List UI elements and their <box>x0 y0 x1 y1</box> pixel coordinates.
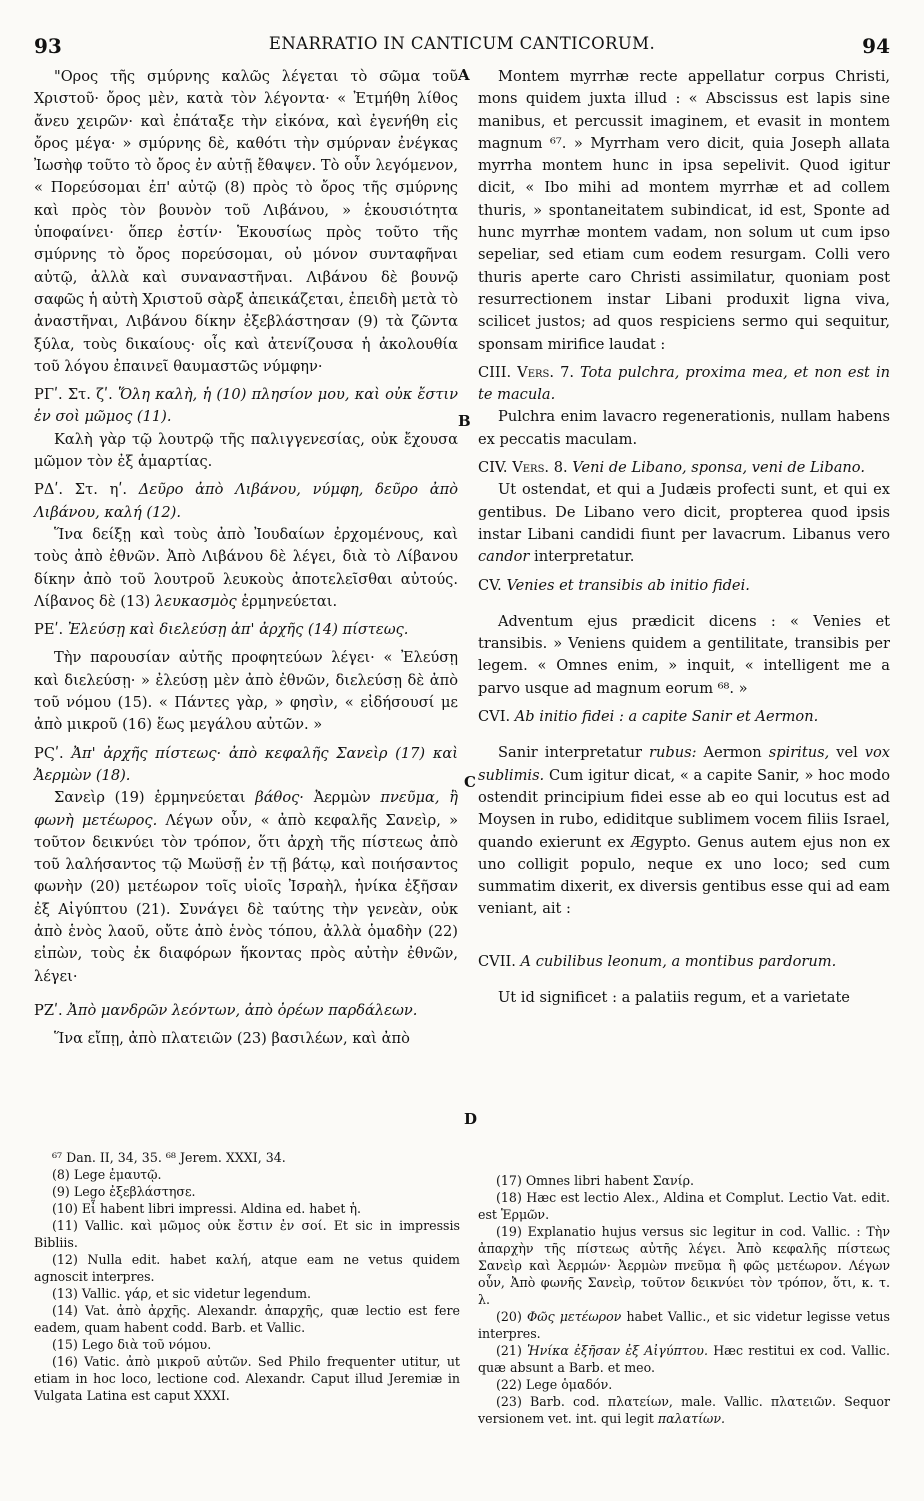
greek-heading-104-number: ΡΔʹ. Στ. ηʹ. <box>34 481 128 499</box>
latin-heading-107-number: CVII. <box>478 952 516 970</box>
latin-heading-105-text: Venies et transibis ab initio fidei. <box>506 576 750 594</box>
greek-heading-106-text: Ἀπ' ἀρχῆς πίστεως· ἀπὸ κεφαλῆς Σανεὶρ (17) καὶ Ἀερμὼν (18). <box>34 744 459 784</box>
running-title: ENARRATIO IN CANTICUM CANTICORUM. <box>268 34 656 53</box>
latin-heading-103 <box>478 362 890 407</box>
latin-paragraph-5-rest: Cum igitur dicat, « a capite Sanir, » hoc modo ostendit principium fidei esse ab eo qui locutus est ad Moysen in rubo, ediditque sublimem vocem filiis Israel, quando exierunt ex Ægypto. Genus autem ejus non ex uno colligit populo, neque ex uno loco; sed cum summatim dixerit, ex diversis gentibus esse qui ad eam veniant, ait : <box>478 766 890 918</box>
latin-paragraph-5-text: Sanir interpretatur <box>498 744 643 762</box>
footnote-18: (18) Hæc est lectio Alex., Aldina et Complut. Lectio Vat. edit. est Ἑρμῶν. <box>478 1190 890 1222</box>
latin-heading-105-number: CV. <box>478 576 502 594</box>
latin-heading-106 <box>478 706 890 728</box>
latin-paragraph-3-text: Ut ostendat, et qui a Judæis profecti sunt, et qui ex gentibus. De Libano vero dicit, propterea quod ipsis instar Libani candidi fiunt per lavacrum. Libanus vero <box>478 481 890 543</box>
latin-paragraph-5-name: Aermon <box>703 744 762 762</box>
greek-heading-106-number: ΡϚʹ. <box>34 744 64 762</box>
footnote-21-text: Hæc restitui ex cod. Vallic. quæ absunt a Barb. et meo. <box>478 1343 890 1375</box>
latin-column <box>478 66 890 1009</box>
greek-heading-103-text: Ὅλη καλὴ, ἡ (10) πλησίον μου, καὶ οὐκ ἔστιν ἐν σοὶ μῶμος (11). <box>34 386 458 426</box>
latin-heading-104 <box>478 457 890 479</box>
latin-paragraph-2: Pulchra enim lavacro regenerationis, nullam habens ex peccatis maculam. <box>478 408 890 448</box>
footnote-22: (22) Lege ὁμαδόν. <box>496 1377 613 1392</box>
footnote-20-number: (20) <box>496 1309 522 1324</box>
margin-letter-d: D <box>464 1110 478 1128</box>
latin-paragraph-4: Adventum ejus prædicit dicens : « Venies et transibis. » Veniens quidem a gentilitate, transibis per legem. « Omnes enim, » inquit, « intelligent me a parvo usque ad magnum eorum ⁶⁸. » <box>478 612 890 697</box>
footnote-10: (10) Εἶ habent libri impressi. Aldina ed. habet ἡ. <box>52 1201 362 1216</box>
footnote-21 <box>478 1342 890 1376</box>
greek-paragraph-1: "Ορος τῆς σμύρνης καλῶς λέγεται τὸ σῶμα τοῦ Χριστοῦ· ὄρος μὲν, κατὰ τὸν λέγοντα· « Ἐτμήθη λίθος ἄνευ χειρῶν· καὶ ἐπάταξε τὴν εἰκόνα, καὶ ἐγενήθη εἰς ὄρος μέγα· » σμύρνης δὲ, καθότι τὴν σμύρναν ἐνέγκας Ἰωσὴφ τοῦτο τὸ ὄρος ἐν αὐτῇ ἔθαψεν. Τὸ οὖν λεγόμενον, « Πορεύσομαι ἐπ' αὐτῷ (8) πρὸς τὸ ὄρος τῆς σμύρνης καὶ πρὸς τὸν βουνὸν τοῦ Λιβάνου, » ἑκουσιότητα ὑποφαίνει· ὅπερ ἐστίν· Ἑκουσίως πρὸς τοῦτο τῆς σμύρνης τὸ ὄρος πορεύσομαι, οὐ μόνον συνταφῆναι αὐτῷ, ἀλλὰ καὶ συναναστῆναι. Λιβάνου δὲ βουνῷ σαφῶς ἡ αὐτὴ Χριστοῦ σὰρξ ἀπεικάζεται, ἐπειδὴ μετὰ τὸ ἀναστῆναι, Λιβάνου δίκην ἐξεβλάστησαν (9) τὰ ζῶντα ξύλα, τοὺς δικαίους· οἷς καὶ ἀτενίζουσα ἡ ἀκολουθία τοῦ λόγου ἐπαινεῖ θαυμαστῶς νύμφην· <box>34 68 458 375</box>
latin-paragraph-5-term-3: vox sublimis. <box>478 744 891 784</box>
greek-paragraph-5-term-2: πνεῦμα, ἢ φωνὴ μετέωρος. <box>34 789 459 829</box>
latin-paragraph-5-term-2: spiritus, <box>768 744 830 762</box>
latin-heading-104-vers: Vers. <box>512 459 550 477</box>
latin-paragraph-6: Ut id significet : a palatiis regum, et a varietate <box>498 988 850 1006</box>
footnote-20-text: habet Vallic., et sic videtur legisse vetus interpres. <box>478 1309 890 1341</box>
latin-paragraph-3-term: candor <box>478 548 530 566</box>
greek-paragraph-5-text: Σανεὶρ (19) ἑρμηνεύεται <box>54 789 246 807</box>
greek-column <box>34 66 458 1050</box>
greek-heading-103-number: ΡΓʹ. Στ. ζʹ. <box>34 386 113 404</box>
greek-heading-104 <box>34 479 458 524</box>
latin-heading-107 <box>478 951 890 973</box>
greek-paragraph-3-term: λευκασμὸς <box>154 592 237 610</box>
greek-paragraph-3-end: ἑρμηνεύεται. <box>241 592 338 610</box>
margin-letter-c: C <box>464 773 476 791</box>
latin-paragraph-1: Montem myrrhæ recte appellatur corpus Christi, mons quidem juxta illud : « Abscissus est lapis sine manibus, et percussit imaginem, et evasit in montem magnum ⁶⁷. » Myrrham vero dicit, quia Joseph allata myrrha montem hunc in ipsa sepelivit. Quod igitur dicit, « Ibo mihi ad montem myrrhæ et ad collem thuris, » spontaneitatem subindicat, id est, Sponte ad hunc myrrhæ montem vadam, non solum ut cum ipso sepeliar, sed etiam cum eodem resurgam. Colli vero thuris aperte caro Christi assimilatur, quoniam post resurrectionem instar Libani produxit ligna viva, scilicet justos; ad quos respiciens sermo qui sequitur, sponsam mirifice laudat : <box>478 68 890 353</box>
footnote-8: (8) Lege ἐμαυτῷ. <box>52 1167 162 1182</box>
footnote-17: (17) Omnes libri habent Σανίρ. <box>496 1173 695 1188</box>
greek-paragraph-3-text: Ἵνα δείξῃ καὶ τοὺς ἀπὸ Ἰουδαίων ἐρχομένους, καὶ τοὺς ἀπὸ ἐθνῶν. Ἀπὸ Λιβάνου δὲ λέγει, διὰ τὸ Λίβανου δίκην ἀπὸ τοῦ λουτροῦ λευκοὺς ἀποτελεῖσθαι αὐτούς. Λίβανος δὲ (13) <box>34 525 458 610</box>
latin-heading-103-text: Tota pulchra, proxima mea, et non est in te macula. <box>478 363 891 404</box>
latin-paragraph-3-end: interpretatur. <box>534 548 635 566</box>
footnote-9: (9) Lego ἐξεβλάστησε. <box>52 1184 196 1199</box>
latin-heading-103-number: CIII. <box>478 363 512 381</box>
page-header <box>34 34 890 58</box>
footnote-16: (16) Vatic. ἀπὸ μικροῦ αὐτῶν. Sed Philo frequenter utitur, ut etiam in hoc loco, lectione cod. Alexandr. Caput illud Jeremiæ in Vulgata Latina est caput XXXI. <box>34 1354 460 1403</box>
greek-paragraph-6: Ἵνα εἴπῃ, ἀπὸ πλατειῶν (23) βασιλέων, καὶ ἀπὸ <box>54 1030 410 1048</box>
footnote-12: (12) Nulla edit. habet καλή, atque eam ne vetus quidem agnoscit interpres. <box>34 1252 460 1284</box>
footnote-20 <box>478 1308 890 1342</box>
footnote-20-reading: Φῶς μετέωρον <box>526 1309 622 1324</box>
greek-heading-106 <box>34 743 458 788</box>
footnotes-right <box>478 1172 890 1427</box>
greek-heading-105-text: Ἐλεύσῃ καὶ διελεύσῃ ἀπ' ἀρχῆς (14) πίστεως. <box>67 621 409 639</box>
latin-heading-103-verse-number: 7. <box>560 363 574 381</box>
latin-heading-104-number: CIV. <box>478 459 508 477</box>
greek-paragraph-5 <box>34 787 458 988</box>
greek-heading-105 <box>34 619 458 641</box>
greek-heading-107-text: Ἀπὸ μανδρῶν λεόντων, ἀπὸ ὀρέων παρδάλεων. <box>67 1001 418 1019</box>
greek-paragraph-3 <box>34 524 458 613</box>
footnotes-left <box>34 1149 460 1404</box>
greek-paragraph-5-rest: Λέγων οὖν, « ἀπὸ κεφαλῆς Σανεὶρ, » τοῦτον δεικνύει τὸν τρόπον, ὅτι ἀρχὴ τῆς πίστεως ἀπὸ τοῦ λαλήσαντος τῷ Μωϋσῇ ἐν τῇ βάτῳ, καὶ ποιήσαντος φωνὴν (20) μετέωρον τοῖς υἱοῖς Ἰσραὴλ, ἡνίκα ἐξῆσαν ἐξ Αἰγύπτου (21). Συνάγει δὲ ταύτης τὴν γενεὰν, οὐκ ἀπὸ ἑνὸς λαοῦ, οὔτε ἀπὸ ἑνὸς τόπου, ἀλλὰ ὁμαδὴν (22) εἰπὼν, τοὺς ἐκ διαφόρων ἥκοντας πρὸς αὐτὴν ἐθνῶν, λέγει· <box>34 811 459 985</box>
greek-heading-105-number: ΡΕʹ. <box>34 621 64 639</box>
footnote-23-text: (23) Barb. cod. πλατείων, male. Vallic. πλατειῶν. Sequor versionem vet. int. qui legit <box>478 1394 890 1426</box>
footnote-13: (13) Vallic. γάρ, et sic videtur legendum. <box>52 1286 312 1301</box>
greek-paragraph-4: Τὴν παρουσίαν αὐτῆς προφητεύων λέγει· « Ἐλεύσῃ καὶ διελεύσῃ· » ἐλεύσῃ μὲν ἀπὸ ἐθνῶν, διελεύσῃ δὲ ἀπὸ τοῦ νόμου (15). « Πάντες γὰρ, » φησὶν, « εἰδήσουσί με ἀπὸ μικροῦ (16) ἕως μεγάλου αὐτῶν. » <box>34 649 458 734</box>
greek-paragraph-2: Καλὴ γὰρ τῷ λουτρῷ τῆς παλιγγενεσίας, οὐκ ἔχουσα μῶμον τὸν ἐξ ἁμαρτίας. <box>34 430 458 471</box>
latin-heading-103-vers: Vers. <box>517 363 555 381</box>
footnote-23-reading: παλατίων. <box>657 1411 725 1426</box>
latin-heading-107-text: A cubilibus leonum, a montibus pardorum. <box>520 952 837 970</box>
latin-heading-106-text: Ab initio fidei : a capite Sanir et Aermon. <box>514 708 819 726</box>
latin-heading-106-number: CVI. <box>478 708 511 726</box>
margin-letter-b: B <box>458 412 471 430</box>
greek-paragraph-5-term-1: βάθος· <box>255 789 304 807</box>
greek-heading-104-text: Δεῦρο ἀπὸ Λιβάνου, νύμφη, δεῦρο ἀπὸ Λιβάνου, καλή (12). <box>34 481 458 521</box>
page-number-right: 94 <box>862 34 890 58</box>
latin-heading-104-verse-number: 8. <box>553 459 568 477</box>
latin-paragraph-5 <box>478 742 890 920</box>
latin-paragraph-5-term-1: rubus: <box>649 744 697 762</box>
margin-letter-a: A <box>458 66 470 84</box>
greek-heading-107 <box>34 1000 458 1022</box>
latin-heading-105 <box>478 575 890 597</box>
greek-paragraph-5-name: Ἀερμὼν <box>313 789 371 807</box>
latin-heading-104-text: Veni de Libano, sponsa, veni de Libano. <box>572 459 865 477</box>
footnote-11: (11) Vallic. καὶ μῶμος οὐκ ἔστιν ἐν σοί. Et sic in impressis Bibliis. <box>34 1218 460 1250</box>
footnote-15: (15) Lego διὰ τοῦ νόμου. <box>52 1337 212 1352</box>
footnote-14: (14) Vat. ἀπὸ ἀρχῆς. Alexandr. ἀπαρχῆς, quæ lectio est fere eadem, quam habent codd. Barb. et Vallic. <box>34 1303 460 1335</box>
page-number-left: 93 <box>34 34 62 58</box>
latin-paragraph-3 <box>478 479 890 568</box>
footnote-19: (19) Explanatio hujus versus sic legitur in cod. Vallic. : Τὴν ἀπαρχὴν τῆς πίστεως αὐτῆς λέγει. Ἀπὸ κεφαλῆς πίστεως Σανεὶρ καὶ Ἀερμών· Ἀερμὼν πνεῦμα ἢ φῶς μετέωρον. Λέγων οὖν, Ἀπὸ φωνῆς Σανεὶρ, τοῦτον δεικνύει τὸν τρόπον, ὅτι, κ. τ. λ. <box>478 1224 890 1307</box>
greek-heading-103 <box>34 384 458 429</box>
greek-heading-107-number: ΡΖʹ. <box>34 1001 63 1019</box>
latin-paragraph-5-or: vel <box>836 744 858 762</box>
scripture-references: ⁶⁷ Dan. II, 34, 35. ⁶⁸ Jerem. XXXI, 34. <box>52 1150 286 1165</box>
footnote-23 <box>478 1393 890 1427</box>
footnote-21-number: (21) <box>496 1343 522 1358</box>
footnote-21-reading: Ἡνίκα ἐξῆσαν ἐξ Αἰγύπτου. <box>527 1343 708 1358</box>
